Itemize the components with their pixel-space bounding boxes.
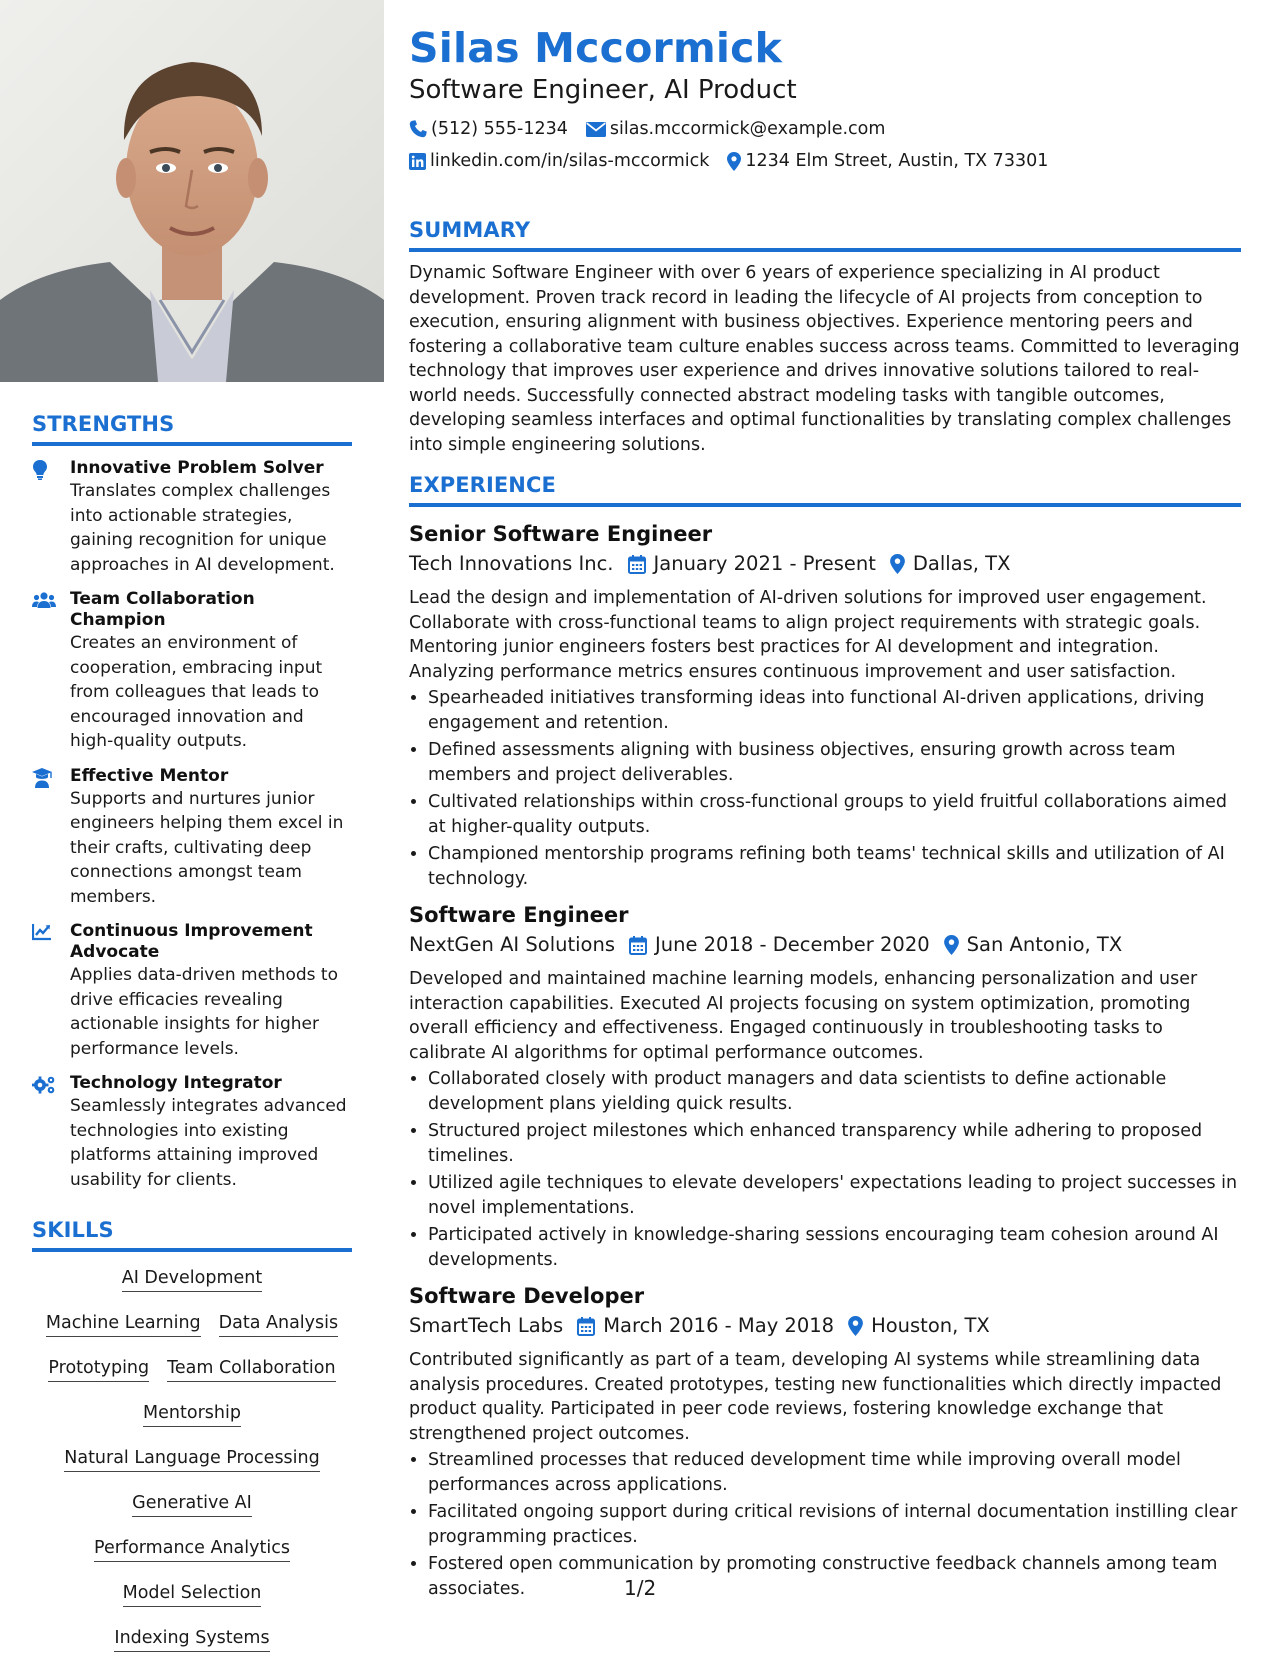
chart-line-icon (32, 921, 70, 1061)
bullet-item: • Championed mentorship programs refining both teams' technical skills and utilization of AI technology. (428, 842, 1241, 891)
job-meta (409, 550, 1241, 578)
skill-tag: Prototyping (48, 1356, 149, 1382)
strength-desc: Supports and nurtures junior engineers helping them excel in their crafts, cultivating deep connections amongst team members. (70, 788, 344, 907)
strength-title: Continuous Improvement Advocate (70, 921, 313, 963)
cogs-icon (32, 1073, 70, 1192)
bullet-item: • Cultivated relationships within cross-functional groups to yield fruitful collaborations aimed at higher-quality outputs. (428, 790, 1241, 839)
phone-icon (409, 120, 427, 138)
linkedin-icon (409, 153, 426, 170)
summary-heading: SUMMARY (409, 218, 1241, 252)
job-meta (409, 931, 1241, 959)
skill-tag: Model Selection (123, 1581, 262, 1607)
skill-tag: Mentorship (143, 1401, 241, 1427)
bullet-item: • Utilized agile techniques to elevate developers' expectations leading to project successes in novel implementations. (428, 1171, 1241, 1220)
experience-heading: EXPERIENCE (409, 473, 1241, 507)
job-location-text: Dallas, TX (912, 552, 1011, 576)
job-entry (409, 1283, 1241, 1601)
skill-tag: AI Development (122, 1266, 263, 1292)
strength-item (32, 766, 352, 910)
skill-tag: Team Collaboration (167, 1356, 335, 1382)
job-description: Lead the design and implementation of AI-driven solutions for improved user engagement. Collaborate with cross-functional teams to align project requirements with strategic goals. Mentoring junior engineers fosters best practices for AI development and integration. Analyzing performance metrics ensures continuous improvement and user satisfaction. (409, 588, 1207, 682)
bullet-item: • Streamlined processes that reduced development time while improving overall model performances across applications. (428, 1448, 1241, 1497)
summary-section (409, 218, 1241, 457)
bullet-item: • Collaborated closely with product managers and data scientists to define actionable development plans yielding quick results. (428, 1067, 1241, 1116)
page-number: 1/2 (624, 1576, 657, 1600)
candidate-role: Software Engineer, AI Product (409, 75, 797, 105)
phone-text: (512) 555-1234 (431, 119, 568, 139)
bullet-item: • Structured project milestones which enhanced transparency while adhering to proposed timelines. (428, 1119, 1241, 1168)
calendar-icon (628, 555, 646, 574)
job-description: Contributed significantly as part of a team, developing AI systems while streamlining data analysis procedures. Created prototypes, testing new functionalities which directly impacted product quality. Participated in peer code reviews, fostering knowledge exchange that strengthened project outcomes. (409, 1350, 1222, 1444)
linkedin-contact (409, 151, 709, 171)
skill-tag: Machine Learning (46, 1311, 201, 1337)
strength-desc: Translates complex challenges into actionable strategies, gaining recognition for unique approaches in AI development. (70, 481, 335, 575)
phone-contact (409, 119, 568, 139)
left-content (32, 412, 352, 1671)
map-marker-icon (890, 554, 905, 574)
address-text: 1234 Elm Street, Austin, TX 73301 (745, 151, 1049, 171)
portrait-illustration (0, 0, 384, 382)
right-column (409, 22, 1241, 1604)
strengths-heading: STRENGTHS (32, 412, 352, 446)
strength-desc: Creates an environment of cooperation, embracing input from colleagues that leads to encouraged innovation and high-quality outputs. (70, 633, 323, 752)
skill-tag: Data Analysis (219, 1311, 338, 1337)
job-location-text: San Antonio, TX (966, 933, 1123, 957)
strength-title: Technology Integrator (70, 1073, 282, 1094)
job-bullets (409, 1067, 1241, 1272)
left-column (0, 0, 384, 1650)
job-company: NextGen AI Solutions (409, 933, 615, 957)
experience-section (409, 473, 1241, 1601)
strength-item (32, 1073, 352, 1192)
job-title: Software Developer (409, 1284, 645, 1309)
skill-tag: Performance Analytics (94, 1536, 290, 1562)
job-location (848, 1312, 990, 1340)
job-location (890, 550, 1011, 578)
bullet-item: • Defined assessments aligning with business objectives, ensuring growth across team members and project deliverables. (428, 738, 1241, 787)
strength-desc: Applies data-driven methods to drive efficacies revealing actionable insights for higher performance levels. (70, 965, 338, 1059)
job-bullets (409, 1448, 1241, 1601)
strength-title: Effective Mentor (70, 765, 229, 786)
job-dates-text: January 2021 - Present (653, 552, 876, 576)
job-dates (628, 550, 876, 578)
teacher-icon (32, 766, 70, 910)
job-title: Software Engineer (409, 903, 629, 928)
job-entry (409, 902, 1241, 1272)
job-dates (629, 931, 930, 959)
candidate-name: Silas Mccormick (409, 24, 783, 72)
skill-tag: Generative AI (132, 1491, 252, 1517)
job-dates (577, 1312, 834, 1340)
summary-text: Dynamic Software Engineer with over 6 years of experience specializing in AI product development. Proven track record in leading the lifecycle of AI projects from conception to execution, ensuring alignment with business objectives. Experience mentoring peers and fostering a collaborative team culture enables success across teams. Committed to leveraging technology that improves user experience and drives innovative solutions tailored to real-world needs. Successfully connected abstract modeling tasks with tangible outcomes, developing seamless interfaces and optimal functionalities by translating complex challenges into simple engineering solutions. (409, 263, 1240, 455)
job-dates-text: March 2016 - May 2018 (603, 1314, 835, 1338)
job-entry (409, 521, 1241, 891)
job-location (944, 931, 1123, 959)
strength-item (32, 921, 352, 1061)
skill-tag: Natural Language Processing (64, 1446, 320, 1472)
profile-photo (0, 0, 384, 382)
bullet-item: • Spearheaded initiatives transforming ideas into functional AI-driven applications, driving engagement and retention. (428, 686, 1241, 735)
contact-row (409, 116, 1241, 142)
strength-item (32, 458, 352, 577)
users-icon (32, 589, 70, 754)
strength-desc: Seamlessly integrates advanced technologies into existing platforms attaining improved usability for clients. (70, 1096, 347, 1190)
strength-title: Team Collaboration Champion (70, 589, 255, 631)
calendar-icon (577, 1317, 595, 1336)
contact-row-2 (409, 148, 1241, 174)
job-company: SmartTech Labs (409, 1314, 564, 1338)
skills-heading: SKILLS (32, 1218, 352, 1252)
job-title: Senior Software Engineer (409, 522, 713, 547)
map-marker-icon (727, 152, 741, 171)
lightbulb-icon (32, 458, 70, 577)
address-contact (727, 151, 1048, 171)
job-company: Tech Innovations Inc. (409, 552, 614, 576)
email-text: silas.mccormick@example.com (609, 119, 886, 139)
job-meta (409, 1312, 1241, 1340)
bullet-item: • Fostered open communication by promoting constructive feedback channels among team associates. (428, 1552, 1241, 1601)
calendar-icon (629, 936, 647, 955)
envelope-icon (586, 122, 606, 137)
skills-list (32, 1266, 352, 1671)
bullet-item: • Participated actively in knowledge-sharing sessions encouraging team cohesion around AI developments. (428, 1223, 1241, 1272)
map-marker-icon (848, 1316, 863, 1336)
job-bullets (409, 686, 1241, 891)
map-marker-icon (944, 935, 959, 955)
strength-title: Innovative Problem Solver (70, 458, 324, 479)
linkedin-text: linkedin.com/in/silas-mccormick (430, 151, 710, 171)
bullet-item: • Facilitated ongoing support during critical revisions of internal documentation instilling clear programming practices. (428, 1500, 1241, 1549)
skill-tag: Indexing Systems (114, 1626, 269, 1652)
email-contact (586, 119, 886, 139)
job-dates-text: June 2018 - December 2020 (654, 933, 930, 957)
strength-item (32, 589, 352, 754)
job-location-text: Houston, TX (871, 1314, 990, 1338)
job-description: Developed and maintained machine learning models, enhancing personalization and user interaction capabilities. Executed AI projects focusing on system optimization, promoting overall efficiency and effectiveness. Engaged continuously in troubleshooting tasks to calibrate AI algorithms for optimal performance outcomes. (409, 969, 1198, 1063)
